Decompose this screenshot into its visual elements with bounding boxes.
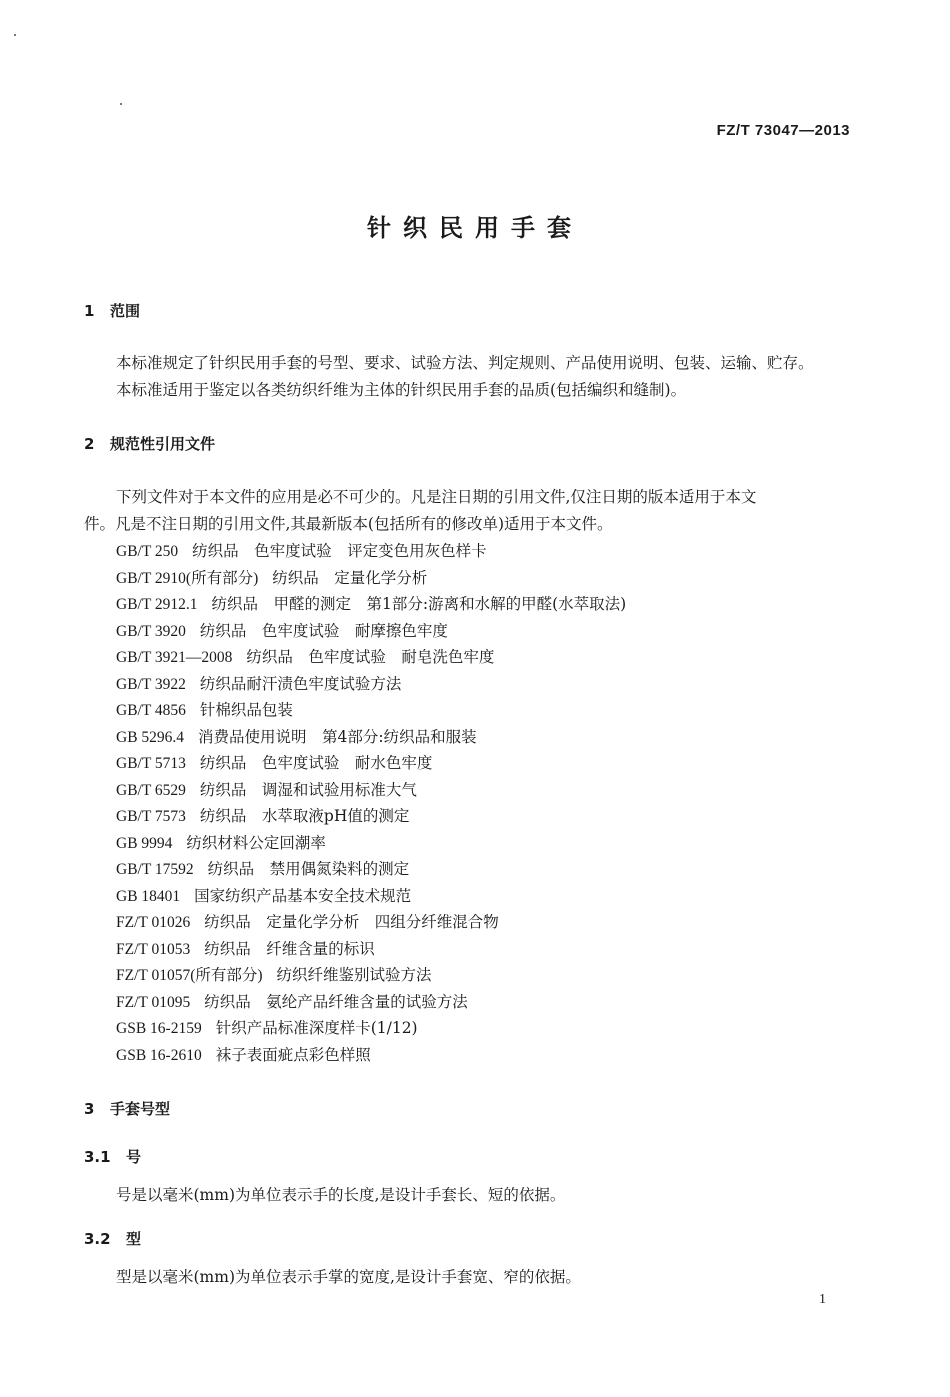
reference-code: GB/T 250 <box>116 543 179 560</box>
reference-title: 纺织品 氨纶产品纤维含量的试验方法 <box>204 992 468 1011</box>
section-number: 3 <box>84 1100 95 1118</box>
scope-paragraph-2: 本标准适用于鉴定以各类纺织纤维为主体的针织民用手套的品质(包括编织和缝制)。 <box>116 381 687 399</box>
reference-title: 纺织品 色牢度试验 耐摩擦色牢度 <box>199 621 448 640</box>
reference-code: GSB 16-2610 <box>116 1046 202 1064</box>
reference-title: 纺织品 水萃取液pH值的测定 <box>199 807 410 825</box>
reference-title: 纺织品 甲醛的测定 第1部分:游离和水解的甲醛(水萃取法) <box>211 595 627 613</box>
reference-item <box>116 565 626 592</box>
reference-code: GB/T 17592 <box>116 861 194 878</box>
reference-item <box>116 909 626 936</box>
scan-speck <box>14 34 16 36</box>
size-definition-paragraph: 号是以毫米(mm)为单位表示手的长度,是设计手套长、短的依据。 <box>116 1186 566 1204</box>
reference-code: GB/T 2910(所有部分) <box>116 569 259 587</box>
reference-item <box>116 777 626 804</box>
references-intro-line-1: 下列文件对于本文件的应用是必不可少的。凡是注日期的引用文件,仅注日期的版本适用于本文 <box>116 488 757 506</box>
reference-title: 纺织品 定量化学分析 <box>272 568 428 587</box>
section-number: 1 <box>84 302 95 320</box>
reference-code: GB/T 3921—2008 <box>116 649 233 666</box>
reference-item <box>116 962 626 989</box>
references-intro-line-2: 件。凡是不注日期的引用文件,其最新版本(包括所有的修改单)适用于本文件。 <box>84 515 613 533</box>
reference-item <box>116 830 626 857</box>
section-3-2-heading <box>84 1228 141 1249</box>
scope-paragraph-1: 本标准规定了针织民用手套的号型、要求、试验方法、判定规则、产品使用说明、包装、运输、贮存。 <box>116 354 814 372</box>
reference-item <box>116 724 626 751</box>
reference-title: 针棉织品包装 <box>199 701 293 719</box>
reference-item <box>116 1015 626 1042</box>
reference-item <box>116 644 626 671</box>
reference-code: GB/T 6529 <box>116 781 186 799</box>
reference-item <box>116 750 626 777</box>
type-definition-paragraph: 型是以毫米(mm)为单位表示手掌的宽度,是设计手套宽、窄的依据。 <box>116 1268 581 1286</box>
reference-code: GB/T 2912.1 <box>116 596 198 613</box>
reference-item <box>116 883 626 910</box>
reference-code: GSB 16-2159 <box>116 1020 202 1037</box>
reference-title: 纺织品 色牢度试验 耐水色牢度 <box>199 754 433 772</box>
reference-title: 纺织品 定量化学分析 四组分纤维混合物 <box>204 913 499 931</box>
standard-code: FZ/T 73047—2013 <box>716 122 850 139</box>
reference-item <box>116 1042 626 1069</box>
section-3-1-heading <box>84 1146 141 1167</box>
reference-code: GB 9994 <box>116 834 173 852</box>
reference-item <box>116 671 626 698</box>
reference-title: 纺织品 色牢度试验 评定变色用灰色样卡 <box>192 542 487 560</box>
page-number: 1 <box>819 1292 826 1307</box>
reference-item <box>116 697 626 724</box>
reference-code: GB/T 5713 <box>116 755 186 772</box>
section-2-heading <box>84 433 215 454</box>
reference-code: GB 5296.4 <box>116 728 185 746</box>
reference-code: GB 18401 <box>116 887 181 905</box>
reference-code: FZ/T 01026 <box>116 914 191 931</box>
reference-title: 袜子表面疵点彩色样照 <box>215 1045 371 1064</box>
reference-item <box>116 856 626 883</box>
reference-item <box>116 803 626 830</box>
reference-code: GB/T 3920 <box>116 622 186 640</box>
reference-item <box>116 618 626 645</box>
reference-title: 纺织品 禁用偶氮染料的测定 <box>207 860 410 878</box>
reference-item <box>116 989 626 1016</box>
reference-item <box>116 936 626 963</box>
section-3-heading <box>84 1098 170 1119</box>
scan-speck <box>120 103 122 105</box>
reference-title: 纺织品耐汗渍色牢度试验方法 <box>199 674 402 693</box>
reference-title: 纺织纤维鉴别试验方法 <box>276 966 432 984</box>
reference-item <box>116 591 626 618</box>
reference-title: 国家纺织产品基本安全技术规范 <box>194 886 412 905</box>
section-title: 型 <box>126 1230 142 1248</box>
reference-code: GB/T 7573 <box>116 808 186 825</box>
reference-code: GB/T 4856 <box>116 702 186 719</box>
section-number: 2 <box>84 435 95 453</box>
section-1-heading <box>84 300 140 321</box>
normative-references-list <box>116 538 626 1068</box>
reference-title: 针织产品标准深度样卡(1/12) <box>215 1019 418 1037</box>
document-title: 针织民用手套 <box>367 214 583 242</box>
reference-title: 纺织品 纤维含量的标识 <box>204 939 375 958</box>
reference-code: GB/T 3922 <box>116 675 186 693</box>
section-title: 范围 <box>110 302 141 320</box>
reference-item <box>116 538 626 565</box>
reference-title: 消费品使用说明 第4部分:纺织品和服装 <box>198 727 477 746</box>
reference-title: 纺织品 调湿和试验用标准大气 <box>199 780 417 799</box>
reference-code: FZ/T 01053 <box>116 940 191 958</box>
section-number: 3.2 <box>84 1230 111 1248</box>
section-title: 手套号型 <box>110 1100 171 1118</box>
section-title: 规范性引用文件 <box>110 435 216 453</box>
reference-title: 纺织材料公定回潮率 <box>186 833 326 852</box>
reference-code: FZ/T 01057(所有部分) <box>116 967 263 984</box>
section-title: 号 <box>126 1148 142 1166</box>
reference-code: FZ/T 01095 <box>116 993 191 1011</box>
section-number: 3.1 <box>84 1148 111 1166</box>
reference-title: 纺织品 色牢度试验 耐皂洗色牢度 <box>246 648 495 666</box>
